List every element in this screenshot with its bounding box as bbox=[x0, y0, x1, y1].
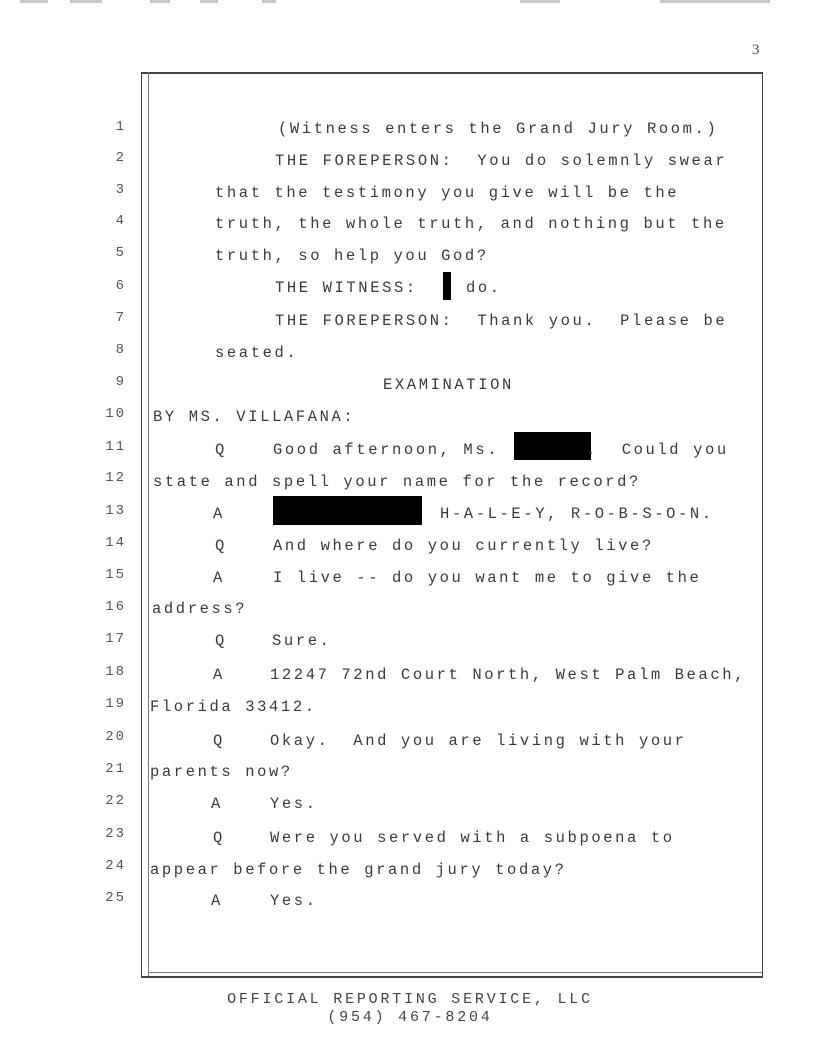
transcript-line: . Could you bbox=[586, 441, 729, 459]
line-number: 22 bbox=[105, 793, 126, 809]
line-number: 10 bbox=[105, 406, 126, 422]
transcript-line: And where do you currently live? bbox=[273, 537, 654, 555]
line-number: 17 bbox=[105, 631, 126, 647]
line-number: 7 bbox=[115, 310, 126, 326]
line-number: 2 bbox=[115, 150, 126, 166]
line-number: 21 bbox=[105, 761, 126, 777]
line-number: 18 bbox=[105, 664, 126, 680]
transcript-line: I live -- do you want me to give the bbox=[273, 569, 702, 587]
line-number: 20 bbox=[105, 729, 126, 745]
line-number: 23 bbox=[105, 826, 126, 842]
transcript-line: Good afternoon, Ms. bbox=[273, 441, 500, 459]
transcript-line: state and spell your name for the record? bbox=[153, 473, 641, 491]
line-number: 1 bbox=[115, 119, 126, 135]
transcript-line: Yes. bbox=[270, 892, 318, 910]
transcript-line: 12247 72nd Court North, West Palm Beach, bbox=[270, 666, 747, 684]
line-number: 19 bbox=[105, 696, 126, 712]
transcript-line: parents now? bbox=[150, 763, 293, 781]
speaker-q: Q bbox=[215, 632, 227, 650]
transcript-line: do. bbox=[466, 279, 502, 297]
line-number: 16 bbox=[105, 599, 126, 615]
transcript-line: truth, the whole truth, and nothing but the bbox=[215, 215, 727, 233]
bottom-rule bbox=[141, 976, 763, 978]
footer-phone: (954) 467-8204 bbox=[327, 1009, 493, 1026]
line-number: 5 bbox=[115, 245, 126, 261]
line-number: 9 bbox=[115, 374, 126, 390]
speaker-a: A bbox=[211, 795, 223, 813]
top-rule bbox=[141, 72, 763, 74]
redaction-bar bbox=[273, 496, 422, 525]
transcript-line: truth, so help you God? bbox=[215, 247, 489, 265]
speaker-q: Q bbox=[215, 537, 227, 555]
footer-company: OFFICIAL REPORTING SERVICE, LLC bbox=[227, 991, 593, 1008]
margin-line-bottom bbox=[148, 972, 762, 973]
line-number: 4 bbox=[115, 213, 126, 229]
line-number: 14 bbox=[105, 535, 126, 551]
line-number: 8 bbox=[115, 342, 126, 358]
transcript-line: EXAMINATION bbox=[383, 376, 514, 394]
speaker-a: A bbox=[213, 666, 225, 684]
transcript-line: THE WITNESS: bbox=[275, 279, 418, 297]
transcript-line: THE FOREPERSON: Thank you. Please be bbox=[275, 312, 728, 330]
margin-line bbox=[148, 72, 149, 976]
line-number: 13 bbox=[105, 503, 126, 519]
transcript-line: Yes. bbox=[270, 795, 318, 813]
transcript-line: that the testimony you give will be the bbox=[215, 184, 680, 202]
page-number: 3 bbox=[752, 42, 760, 58]
transcript-line: Sure. bbox=[272, 632, 332, 650]
line-number: 15 bbox=[105, 567, 126, 583]
transcript-line: seated. bbox=[215, 344, 299, 362]
transcript-line: BY MS. VILLAFANA: bbox=[153, 408, 356, 426]
speaker-a: A bbox=[211, 892, 223, 910]
line-number: 11 bbox=[105, 439, 126, 455]
transcript-line: Florida 33412. bbox=[150, 698, 317, 716]
line-number: 3 bbox=[115, 182, 126, 198]
speaker-q: Q bbox=[213, 732, 225, 750]
speaker-a: A bbox=[213, 505, 225, 523]
line-number: 6 bbox=[115, 278, 126, 294]
transcript-line: THE FOREPERSON: You do solemnly swear bbox=[275, 152, 728, 170]
redaction-bar bbox=[514, 432, 591, 460]
redaction-bar bbox=[443, 272, 451, 300]
line-number: 12 bbox=[105, 470, 126, 486]
transcript-line: H-A-L-E-Y, R-O-B-S-O-N. bbox=[440, 505, 714, 523]
transcript-line: appear before the grand jury today? bbox=[150, 861, 567, 879]
transcript-line: (Witness enters the Grand Jury Room.) bbox=[278, 120, 719, 138]
transcript-line: Okay. And you are living with your bbox=[270, 732, 687, 750]
transcript-line: address? bbox=[152, 600, 248, 618]
speaker-q: Q bbox=[213, 829, 225, 847]
line-number: 24 bbox=[105, 858, 126, 874]
scan-artifacts bbox=[0, 0, 820, 6]
speaker-q: Q bbox=[215, 441, 227, 459]
transcript-line: Were you served with a subpoena to bbox=[270, 829, 675, 847]
line-number: 25 bbox=[105, 890, 126, 906]
speaker-a: A bbox=[213, 569, 225, 587]
